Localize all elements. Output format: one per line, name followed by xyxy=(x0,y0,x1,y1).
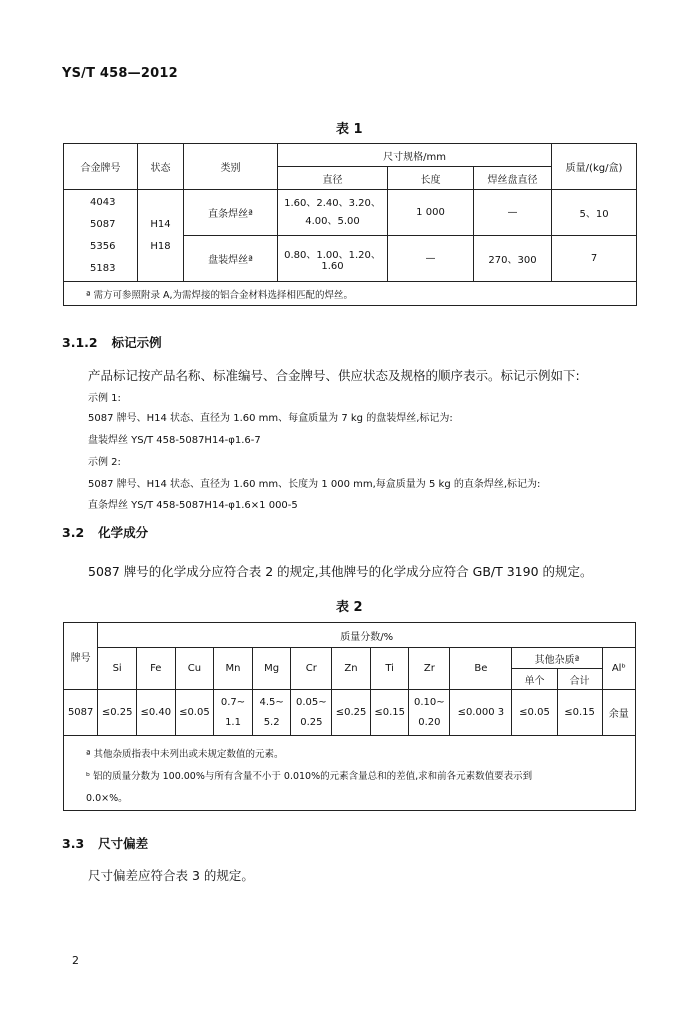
t1-mass-straight: 5、10 xyxy=(552,190,637,236)
section-number: 3.3 xyxy=(62,836,85,851)
t1-diameter-straight xyxy=(278,190,388,236)
t1-temper-list xyxy=(138,190,184,282)
t2-header-al: Alᵇ xyxy=(602,648,635,690)
t1-diameter-line: 1.60、2.40、3.20、 xyxy=(284,197,381,209)
example1-text: 5087 牌号、H14 状态、直径为 1.60 mm、每盒质量为 7 kg 的盘装焊丝,标记为: xyxy=(88,413,453,424)
t1-spool-straight: — xyxy=(474,190,552,236)
standard-code: YS/T 458—2012 xyxy=(62,66,178,81)
t1-header-spool-diameter: 焊丝盘直径 xyxy=(474,167,552,190)
t1-header-alloy: 合金牌号 xyxy=(64,144,138,190)
section-number: 3.2 xyxy=(62,525,85,540)
t2-al: 余量 xyxy=(602,690,635,736)
t2-mn-bottom: 1.1 xyxy=(225,716,241,728)
t2-cr xyxy=(291,690,332,736)
t2-header-total: 合计 xyxy=(557,669,602,690)
t1-category-spool: 盘装焊丝ª xyxy=(184,236,278,282)
t2-header-si: Si xyxy=(98,648,137,690)
t2-ti: ≤0.15 xyxy=(370,690,409,736)
t2-header-zn: Zn xyxy=(332,648,371,690)
section-3-1-2-heading xyxy=(62,333,162,351)
t2-header-mass-fraction: 质量分数/% xyxy=(98,623,636,648)
t2-header-be: Be xyxy=(450,648,512,690)
section-number: 3.1.2 xyxy=(62,335,98,350)
t2-header-mg: Mg xyxy=(252,648,291,690)
t1-spool-spool: 270、300 xyxy=(474,236,552,282)
t2-mn xyxy=(214,690,253,736)
t1-footnote: ª 需方可参照附录 A,为需焊接的铝合金材料选择相匹配的焊丝。 xyxy=(64,282,637,306)
t2-header-grade: 牌号 xyxy=(64,623,98,690)
table1 xyxy=(63,143,637,306)
example1-mark: 盘装焊丝 YS/T 458-5087H14-φ1.6-7 xyxy=(88,435,261,446)
t2-zr-bottom: 0.20 xyxy=(418,716,441,728)
t1-alloy: 5356 xyxy=(90,240,116,252)
t1-header-temper: 状态 xyxy=(138,144,184,190)
marking-intro: 产品标记按产品名称、标准编号、合金牌号、供应状态及规格的顺序表示。标记示例如下: xyxy=(88,368,580,383)
t2-cr-bottom: 0.25 xyxy=(300,716,323,728)
t2-footnote-a: ª 其他杂质指表中未列出或未规定数值的元素。 xyxy=(86,749,284,760)
example2-label: 示例 2: xyxy=(88,457,121,468)
t2-single: ≤0.05 xyxy=(512,690,557,736)
t1-alloy: 5183 xyxy=(90,262,116,274)
section-title: 尺寸偏差 xyxy=(98,836,149,851)
t2-grade: 5087 xyxy=(64,690,98,736)
section-3-2-heading xyxy=(62,523,148,541)
t1-alloy: 4043 xyxy=(90,196,116,208)
example1-label: 示例 1: xyxy=(88,393,121,404)
example2-text: 5087 牌号、H14 状态、直径为 1.60 mm、长度为 1 000 mm,每盒质量为 5 kg 的直条焊丝,标记为: xyxy=(88,479,541,490)
t1-diameter-line: 4.00、5.00 xyxy=(305,215,360,227)
t1-mass-spool: 7 xyxy=(552,236,637,282)
t2-zr-top: 0.10~ xyxy=(414,696,445,708)
t2-footnotes xyxy=(64,736,636,811)
t1-alloy-list xyxy=(64,190,138,282)
t2-mg-top: 4.5~ xyxy=(259,696,284,708)
chemical-composition-text: 5087 牌号的化学成分应符合表 2 的规定,其他牌号的化学成分应符合 GB/T 3190 的规定。 xyxy=(88,564,593,579)
t2-footnote-b-line2: 0.0×%。 xyxy=(86,793,128,804)
t2-mg-bottom: 5.2 xyxy=(263,716,280,728)
dimension-tolerance-text: 尺寸偏差应符合表 3 的规定。 xyxy=(88,868,254,883)
t1-temper: H14 xyxy=(150,218,171,230)
t2-zr xyxy=(409,690,450,736)
t1-header-size-spec: 尺寸规格/mm xyxy=(278,144,552,167)
t1-header-category: 类别 xyxy=(184,144,278,190)
t2-header-ti: Ti xyxy=(370,648,409,690)
t2-header-single: 单个 xyxy=(512,669,557,690)
t1-header-length: 长度 xyxy=(388,167,474,190)
table2-caption: 表 2 xyxy=(336,600,363,615)
example2-mark: 直条焊丝 YS/T 458-5087H14-φ1.6×1 000-5 xyxy=(88,500,298,511)
t2-total: ≤0.15 xyxy=(557,690,602,736)
section-3-3-heading xyxy=(62,834,148,852)
t2-header-zr: Zr xyxy=(409,648,450,690)
t2-mn-top: 0.7~ xyxy=(220,696,246,708)
t1-header-mass: 质量/(kg/盒) xyxy=(552,144,637,190)
t1-diameter-spool: 0.80、1.00、1.20、1.60 xyxy=(278,236,388,282)
section-title: 化学成分 xyxy=(98,525,149,540)
t2-header-mn: Mn xyxy=(214,648,253,690)
t1-alloy: 5087 xyxy=(90,218,116,230)
section-title: 标记示例 xyxy=(111,335,162,350)
table1-caption: 表 1 xyxy=(336,122,363,137)
t2-header-fe: Fe xyxy=(136,648,175,690)
t2-header-other-impurities: 其他杂质ª xyxy=(512,648,602,669)
table2 xyxy=(63,622,636,811)
t2-si: ≤0.25 xyxy=(98,690,137,736)
t1-temper: H18 xyxy=(150,240,171,252)
t2-fe: ≤0.40 xyxy=(136,690,175,736)
t2-zn: ≤0.25 xyxy=(332,690,371,736)
t1-length-straight: 1 000 xyxy=(388,190,474,236)
t2-cr-top: 0.05~ xyxy=(296,696,327,708)
t1-category-straight: 直条焊丝ª xyxy=(184,190,278,236)
t1-length-spool: — xyxy=(388,236,474,282)
t1-header-diameter: 直径 xyxy=(278,167,388,190)
t2-cu: ≤0.05 xyxy=(175,690,214,736)
t2-be: ≤0.000 3 xyxy=(450,690,512,736)
page-number: 2 xyxy=(72,954,79,967)
t2-header-cr: Cr xyxy=(291,648,332,690)
t2-mg xyxy=(252,690,291,736)
t2-header-cu: Cu xyxy=(175,648,214,690)
t2-footnote-b-line1: ᵇ 铝的质量分数为 100.00%与所有含量不小于 0.010%的元素含量总和的差值,求和前各元素数值要表示到 xyxy=(86,771,533,782)
